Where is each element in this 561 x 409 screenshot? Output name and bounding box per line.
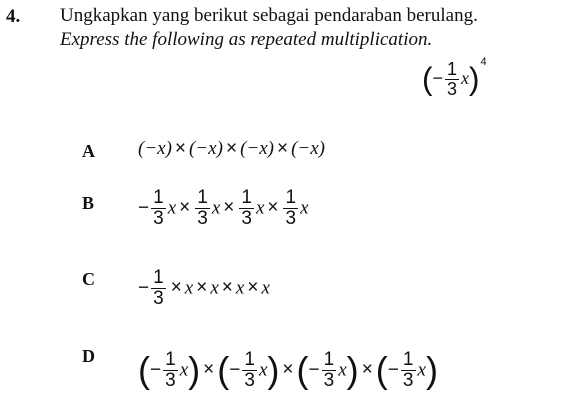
option-d-expression: (− $\frac{1}{3}$ x) ×(− $\frac{1}{3}$ x) ×(− $\frac{1}{3}$ x) ×(− $\frac{1}{3}$ x) [138,349,438,391]
option-d-label[interactable]: D [82,346,95,366]
option-c-expression: − $\frac{1}{3}$ × x × x × x × x [138,267,270,309]
fraction: $\frac{1}{3}$ [447,59,458,99]
question-number: 4. [6,6,21,27]
option-c-label[interactable]: C [82,269,95,289]
question-text-malay: Ungkapkan yang berikut sebagai pendaraban berulang. [60,5,478,26]
exponent: 4 [480,56,487,68]
main-expression: (− $\frac{1}{3}$ x)$^4$ [422,56,487,99]
option-b-expression: − $\frac{1}{3}$ x × $\frac{1}{3}$ x × $\frac{1}{3}$ x × $\frac{1}{3}$ x [138,187,309,229]
option-a-expression: (−x) × (−x) × (−x) × (−x) [138,138,326,159]
question-text-english: Express the following as repeated multiplication. [60,29,433,50]
option-b-label[interactable]: B [82,193,95,213]
option-a-label[interactable]: A [82,141,95,161]
